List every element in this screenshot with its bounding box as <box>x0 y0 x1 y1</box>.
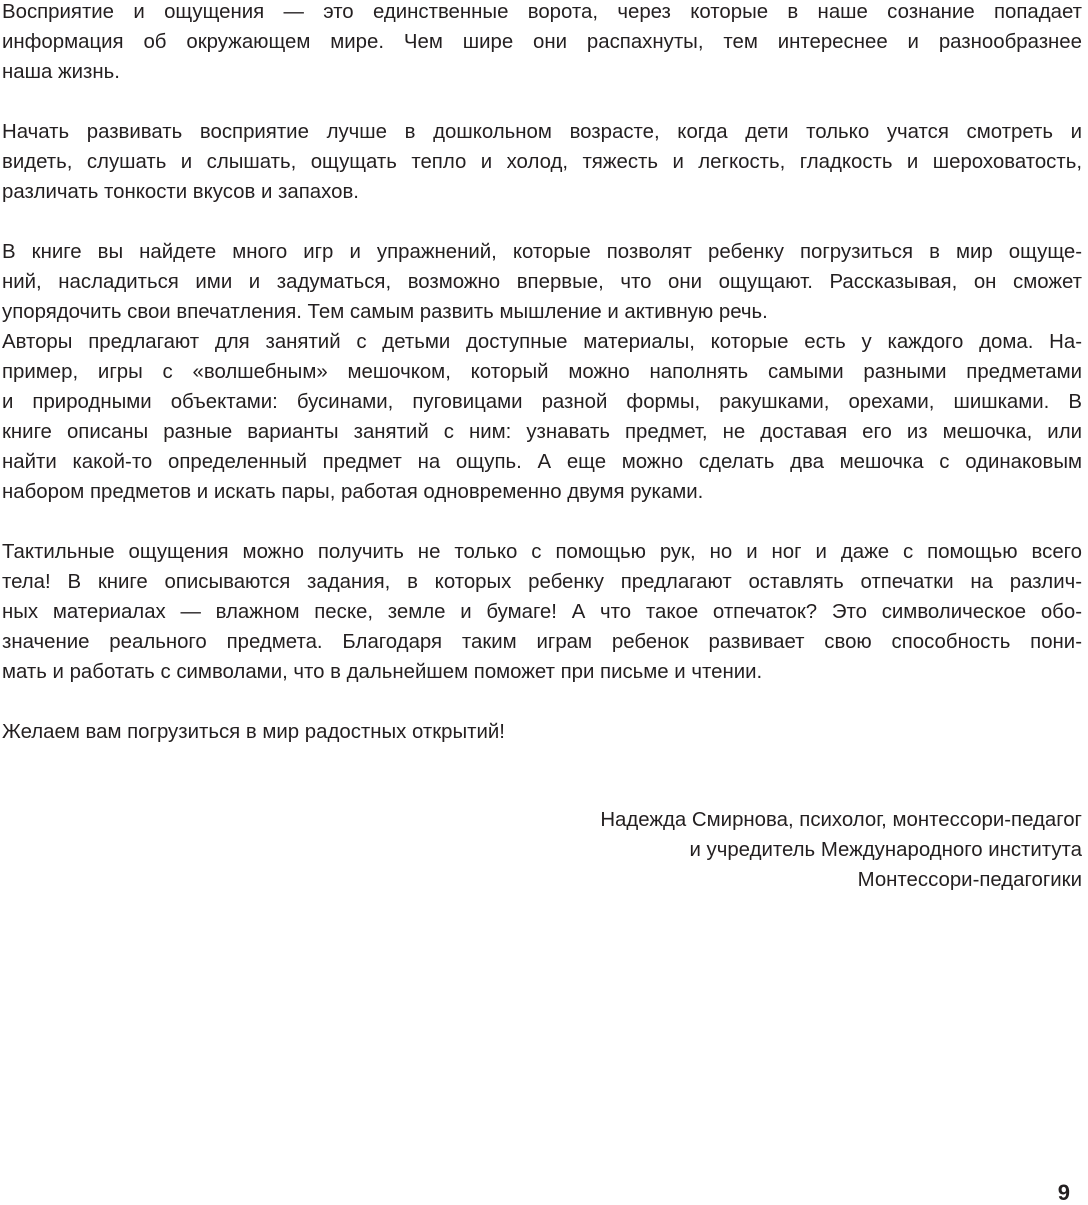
paragraph-gap <box>2 507 1082 537</box>
text-line: Тактильные ощущения можно получить не только с помощью рук, но и ног и даже с помощью всего <box>2 541 1082 563</box>
text-line: наша жизнь. <box>2 61 120 83</box>
paragraph <box>2 0 1082 87</box>
text-line: В книге вы найдете много игр и упражнений, которые позволят ребенку погрузиться в мир ощуще- <box>2 241 1082 263</box>
text-line: тела! В книге описываются задания, в которых ребенку предлагают оставлять отпечатки на различ- <box>2 571 1082 593</box>
text-line: ний, насладиться ими и задуматься, возможно впервые, что они ощущают. Рассказывая, он сможет <box>2 271 1082 293</box>
paragraph <box>2 717 1082 747</box>
text-line: упорядочить свои впечатления. Тем самым развить мышление и активную речь. <box>2 301 768 323</box>
text-line: различать тонкости вкусов и запахов. <box>2 181 359 203</box>
text-line: Желаем вам погрузиться в мир радостных открытий! <box>2 721 505 743</box>
text-line: мать и работать с символами, что в дальнейшем поможет при письме и чтении. <box>2 661 763 683</box>
paragraph <box>2 537 1082 687</box>
text-line: набором предметов и искать пары, работая одновременно двумя руками. <box>2 481 704 503</box>
text-line: ных материалах — влажном песке, земле и бумаге! А что такое отпечаток? Это символическое обо- <box>2 601 1082 623</box>
text-line: значение реального предмета. Благодаря таким играм ребенок развивает свою способность пони- <box>2 631 1082 653</box>
text-line: видеть, слушать и слышать, ощущать тепло и холод, тяжесть и легкость, гладкость и шероховатость, <box>2 151 1082 173</box>
text-line: Авторы предлагают для занятий с детьми доступные материалы, которые есть у каждого дома. На- <box>2 331 1082 353</box>
paragraph-gap <box>2 87 1082 117</box>
signature-line: Монтессори-педагогики <box>857 869 1082 891</box>
text-line: и природными объектами: бусинами, пуговицами разной формы, ракушками, орехами, шишками. В <box>2 391 1082 413</box>
signature-line: Надежда Смирнова, психолог, монтессори-педагог <box>600 809 1082 831</box>
text-line: книге описаны разные варианты занятий с ним: узнавать предмет, не доставая его из мешочка, или <box>2 421 1082 443</box>
paragraph <box>2 237 1082 327</box>
signature-line: и учредитель Международного института <box>689 839 1082 861</box>
author-signature <box>382 805 1082 895</box>
text-line: информация об окружающем мире. Чем шире они распахнуты, тем интереснее и разнообразнее <box>2 31 1082 53</box>
text-line: Восприятие и ощущения — это единственные ворота, через которые в наше сознание попадает <box>2 1 1082 23</box>
paragraph <box>2 117 1082 207</box>
text-line: Начать развивать восприятие лучше в дошкольном возрасте, когда дети только учатся смотреть и <box>2 121 1082 143</box>
page-number: 9 <box>1057 1180 1070 1205</box>
body-text <box>2 0 1082 747</box>
text-line: пример, игры с «волшебным» мешочком, который можно наполнять самыми разными предметами <box>2 361 1082 383</box>
text-line: найти какой-то определенный предмет на ощупь. А еще можно сделать два мешочка с одинаковым <box>2 451 1082 473</box>
paragraph-gap <box>2 207 1082 237</box>
paragraph-gap <box>2 687 1082 717</box>
paragraph <box>2 327 1082 507</box>
